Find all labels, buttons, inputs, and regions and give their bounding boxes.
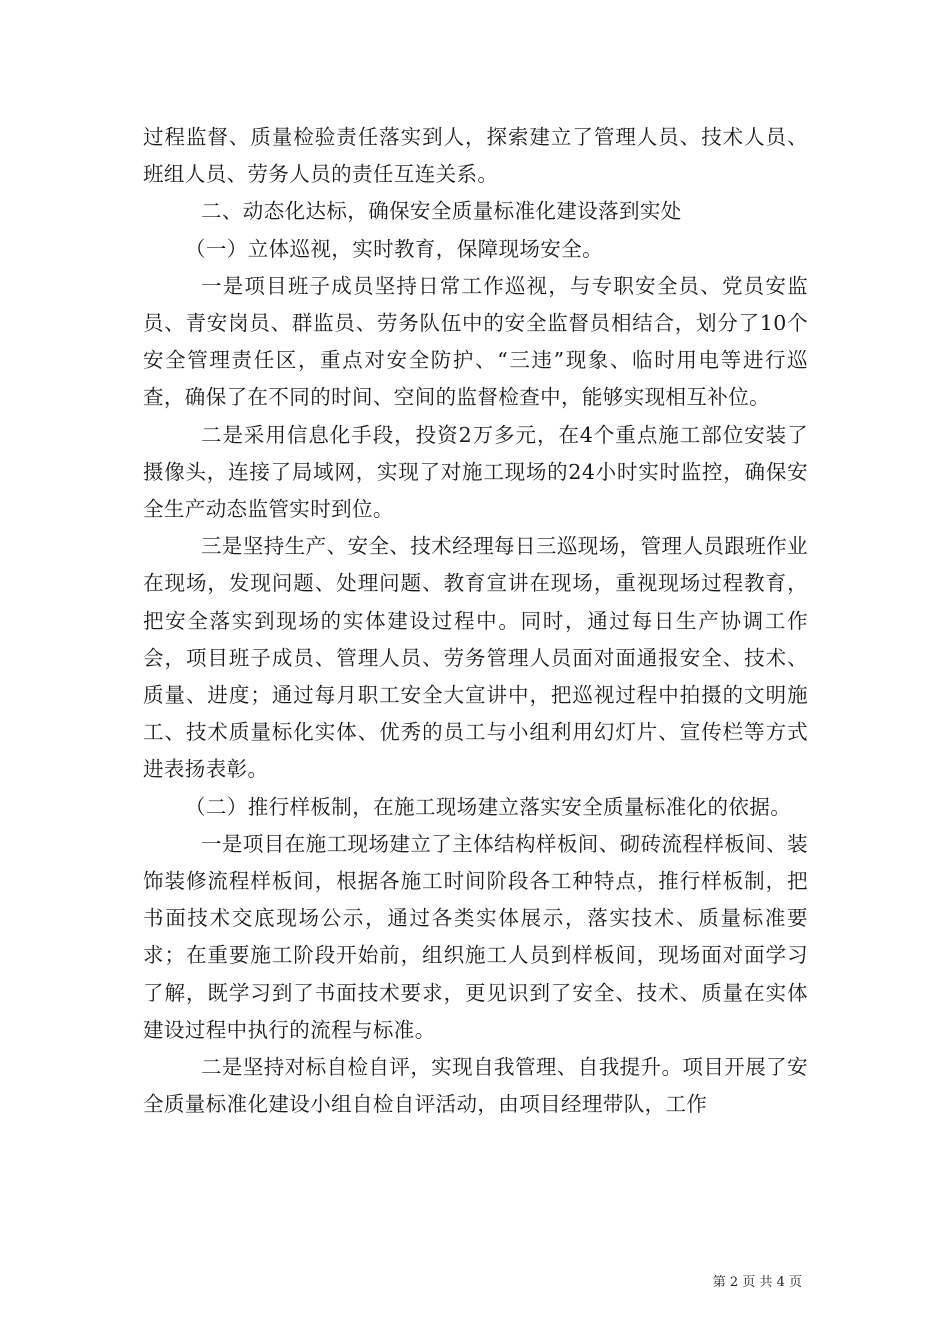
- paragraph-self-check: 二是坚持对标自检自评，实现自我管理、自我提升。项目开展了安全质量标准化建设小组自检自评活动，由项目经理带队，工作: [143, 1055, 808, 1117]
- subsection-heading-1: （一）立体巡视，实时教育，保障现场安全。: [185, 236, 603, 261]
- paragraph-patrol: 一是项目班子成员坚持日常工作巡视，与专职安全员、党员安监员、青安岗员、群监员、劳务队伍中的安全监督员相结合，划分了10个安全管理责任区，重点对安全防护、“三违”现象、临时用电等进行巡查，确保了在不同的时间、空间的监督检查中，能够实现相互补位。: [143, 273, 808, 410]
- subsection-heading-2: （二）推行样板制，在施工现场建立落实安全质量标准化的依据。: [185, 794, 792, 819]
- document-body: [143, 119, 808, 1123]
- section-heading-2: 二、动态化达标，确保安全质量标准化建设落到实处: [201, 199, 682, 224]
- paragraph-sample-rooms: 一是项目在施工现场建立了主体结构样板间、砌砖流程样板间、装饰装修流程样板间，根据各施工时间阶段各工种特点，推行样板制，把书面技术交底现场公示，通过各类实体展示，落实技术、质量标准要求；在重要施工阶段开始前，组织施工人员到样板间，现场面对面学习了解，既学习到了书面技术要求，更见识到了安全、技术、质量在实体建设过程中执行的流程与标准。: [143, 831, 808, 1042]
- paragraph-continuation: 过程监督、质量检验责任落实到人，探索建立了管理人员、技术人员、班组人员、劳务人员的责任互连关系。: [143, 125, 808, 187]
- paragraph-monitoring: 二是采用信息化手段，投资2万多元，在4个重点施工部位安装了摄像头，连接了局域网，实现了对施工现场的24小时实时监控，确保安全生产动态监管实时到位。: [143, 422, 808, 522]
- page-number: 第 2 页 共 4 页: [712, 1275, 802, 1290]
- paragraph-onsite-education: 三是坚持生产、安全、技术经理每日三巡现场，管理人员跟班作业在现场，发现问题、处理问题、教育宣讲在现场，重视现场过程教育，把安全落实到现场的实体建设过程中。同时，通过每日生产协调工作会，项目班子成员、管理人员、劳务管理人员面对面通报安全、技术、质量、进度；通过每月职工安全大宣讲中，把巡视过程中拍摄的文明施工、技术质量标化实体、优秀的员工与小组利用幻灯片、宣传栏等方式进表扬表彰。: [143, 534, 808, 782]
